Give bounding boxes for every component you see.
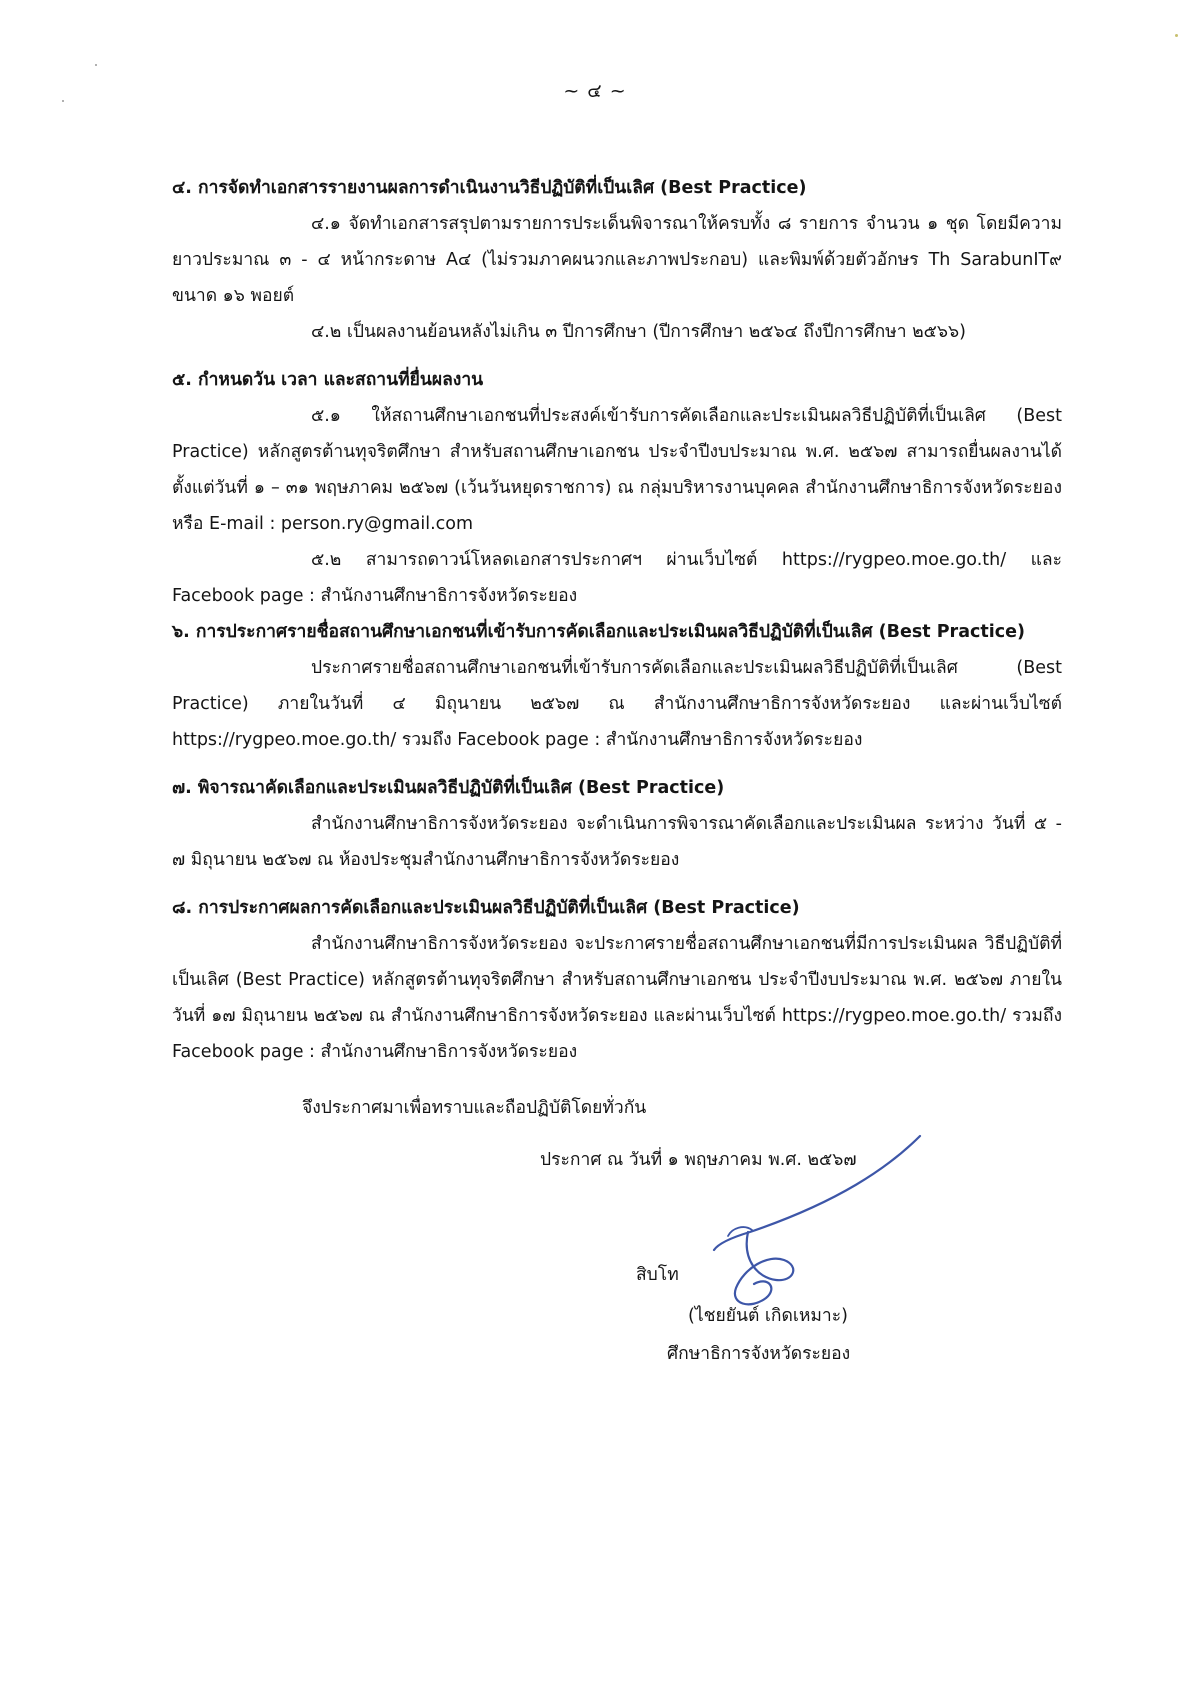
section-heading: ๗. พิจารณาคัดเลือกและประเมินผลวิธีปฏิบัติที่เป็นเลิศ (Best Practice) xyxy=(172,778,725,798)
paragraph: ประกาศรายชื่อสถานศึกษาเอกชนที่เข้ารับการคัดเลือกและประเมินผลวิธีปฏิบัติที่เป็นเลิศ (Best Practice) ภายในวันที่ ๔ มิถุนายน ๒๕๖๗ ณ สำนักงานศึกษาธิการจังหวัดระยอง และผ่านเว็บไซต์ https://rygpeo.moe.go.th/ รวมถึง Facebook page : สำนักงานศึกษาธิการจังหวัดระยอง xyxy=(172,658,1062,750)
paragraph: ๔.๑ จัดทำเอกสารสรุปตามรายการประเด็นพิจารณาให้ครบทั้ง ๘ รายการ จำนวน ๑ ชุด โดยมีความยาวประมาณ ๓ - ๔ หน้ากระดาษ A๔ (ไม่รวมภาคผนวกและภาพประกอบ) และพิมพ์ด้วยตัวอักษร Th SarabunIT๙ ขนาด ๑๖ พอยต์ xyxy=(172,214,1062,306)
section-heading: ๖. การประกาศรายชื่อสถานศึกษาเอกชนที่เข้ารับการคัดเลือกและประเมินผลวิธีปฏิบัติที่เป็นเลิศ (Best Practice) xyxy=(172,622,1025,642)
section-7 xyxy=(172,770,1062,878)
handwritten-signature xyxy=(688,1128,928,1318)
section-heading: ๘. การประกาศผลการคัดเลือกและประเมินผลวิธีปฏิบัติที่เป็นเลิศ (Best Practice) xyxy=(172,898,800,918)
closing-statement: จึงประกาศมาเพื่อทราบและถือปฏิบัติโดยทั่วกัน xyxy=(302,1098,647,1118)
paragraph: ๕.๒ สามารถดาวน์โหลดเอกสารประกาศฯ ผ่านเว็บไซต์ https://rygpeo.moe.go.th/ และ Facebook page : สำนักงานศึกษาธิการจังหวัดระยอง xyxy=(172,550,1062,606)
document-body xyxy=(172,170,1062,1070)
scan-speck xyxy=(95,64,97,66)
announcement-date: ประกาศ ณ วันที่ ๑ พฤษภาคม พ.ศ. ๒๕๖๗ xyxy=(540,1150,857,1170)
paragraph: ๕.๑ ให้สถานศึกษาเอกชนที่ประสงค์เข้ารับการคัดเลือกและประเมินผลวิธีปฏิบัติที่เป็นเลิศ (Best Practice) หลักสูตรต้านทุจริตศึกษา สำหรับสถานศึกษาเอกชน ประจำปีงบประมาณ พ.ศ. ๒๕๖๗ สามารถยื่นผลงานได้ตั้งแต่วันที่ ๑ – ๓๑ พฤษภาคม ๒๕๖๗ (เว้นวันหยุดราชการ) ณ กลุ่มบริหารงานบุคคล สำนักงานศึกษาธิการจังหวัดระยอง หรือ E-mail : person.ry@gmail.com xyxy=(172,406,1062,534)
paragraph: ๔.๒ เป็นผลงานย้อนหลังไม่เกิน ๓ ปีการศึกษา (ปีการศึกษา ๒๕๖๔ ถึงปีการศึกษา ๒๕๖๖) xyxy=(311,322,966,342)
scan-speck xyxy=(1175,34,1178,37)
paragraph: สำนักงานศึกษาธิการจังหวัดระยอง จะประกาศรายชื่อสถานศึกษาเอกชนที่มีการประเมินผล วิธีปฏิบัติที่เป็นเลิศ (Best Practice) หลักสูตรต้านทุจริตศึกษา สำหรับสถานศึกษาเอกชน ประจำปีงบประมาณ พ.ศ. ๒๕๖๗ ภายในวันที่ ๑๗ มิถุนายน ๒๕๖๗ ณ สำนักงานศึกษาธิการจังหวัดระยอง และผ่านเว็บไซต์ https://rygpeo.moe.go.th/ รวมถึง Facebook page : สำนักงานศึกษาธิการจังหวัดระยอง xyxy=(172,934,1062,1062)
signer-name: (ไชยยันต์ เกิดเหมาะ) xyxy=(688,1306,848,1326)
section-5 xyxy=(172,362,1062,614)
signature-label: สิบโท xyxy=(636,1265,679,1285)
section-8 xyxy=(172,890,1062,1070)
section-heading: ๕. กำหนดวัน เวลา และสถานที่ยื่นผลงาน xyxy=(172,370,484,390)
scan-speck xyxy=(62,100,64,102)
signer-title: ศึกษาธิการจังหวัดระยอง xyxy=(667,1344,851,1364)
paragraph: สำนักงานศึกษาธิการจังหวัดระยอง จะดำเนินการพิจารณาคัดเลือกและประเมินผล ระหว่าง วันที่ ๕ - ๗ มิถุนายน ๒๕๖๗ ณ ห้องประชุมสำนักงานศึกษาธิการจังหวัดระยอง xyxy=(172,814,1062,870)
page-number: ~ ๔ ~ xyxy=(563,80,627,102)
section-6 xyxy=(172,614,1062,758)
section-heading: ๔. การจัดทำเอกสารรายงานผลการดำเนินงานวิธีปฏิบัติที่เป็นเลิศ (Best Practice) xyxy=(172,178,807,198)
section-4 xyxy=(172,170,1062,350)
